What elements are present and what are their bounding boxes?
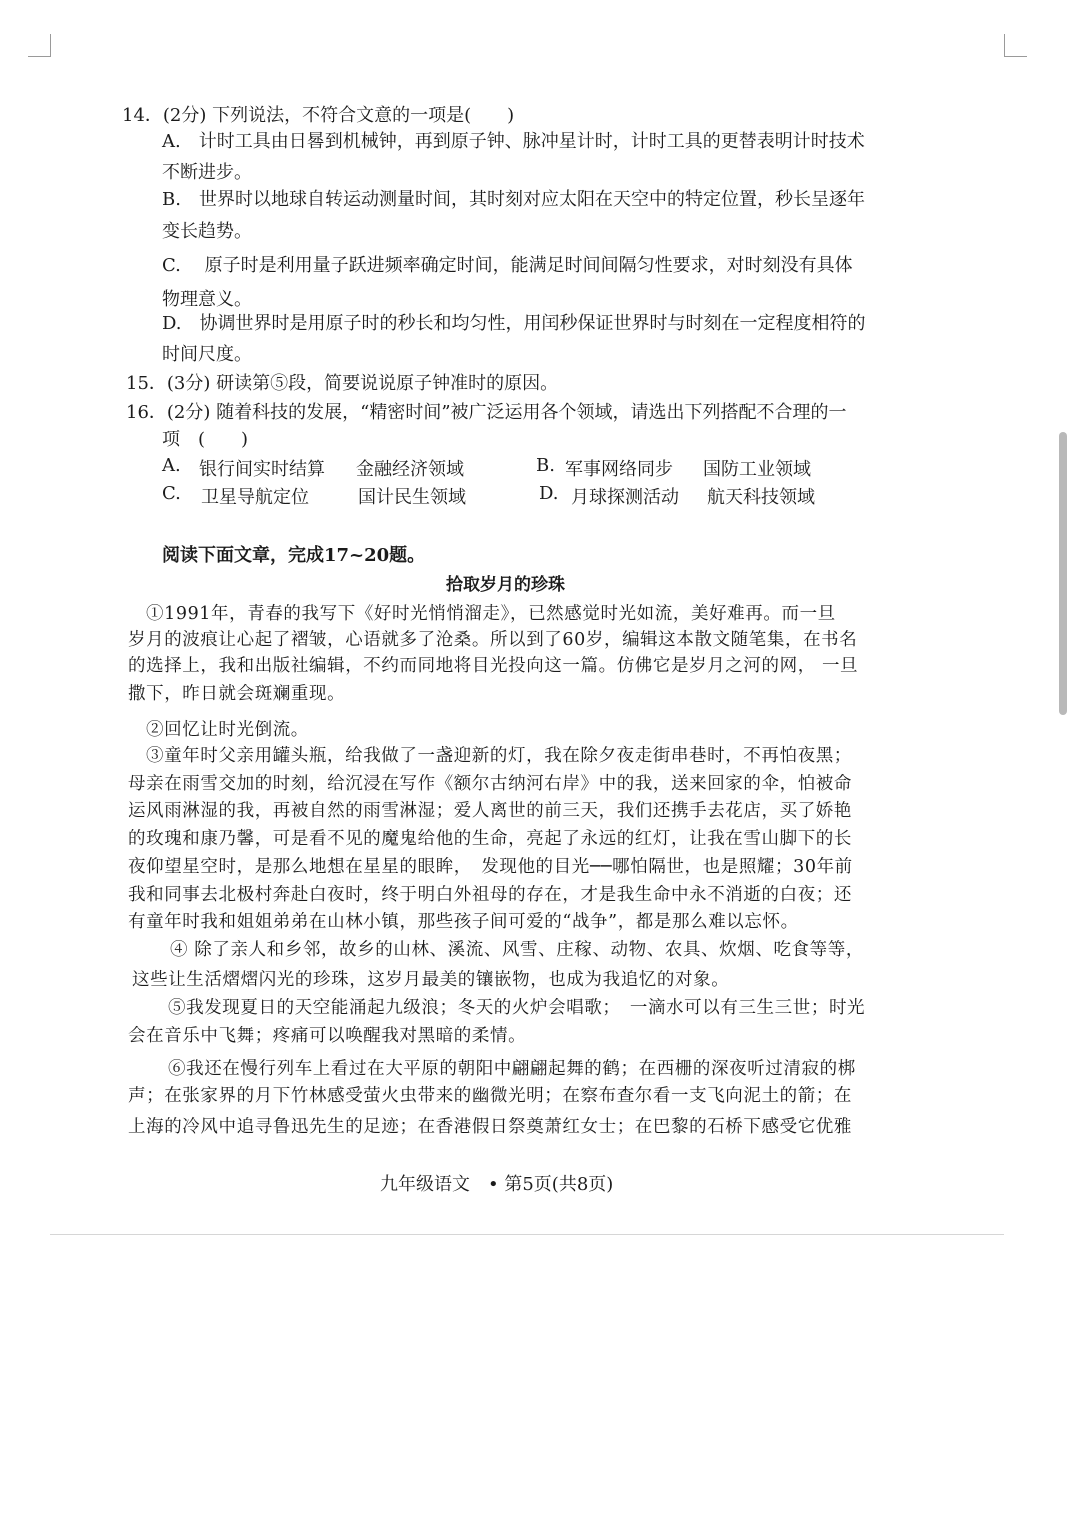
passage-p3-line3: 运风雨淋湿的我，再被自然的雨雪淋湿；爱人离世的前三天，我们还携手去花店，买了娇艳 [128, 801, 852, 821]
passage-p3-line2: 母亲在雨雪交加的时刻，给沉浸在写作《额尔古纳河右岸》中的我，送来回家的伞，怕被命 [128, 774, 852, 794]
q16-option-a-field: 金融经济领域 [356, 459, 464, 480]
page-divider [50, 1234, 1004, 1235]
q16-option-b-field: 国防工业领域 [703, 459, 811, 480]
q14-option-c-line1: C. 原子时是利用量子跃进频率确定时间，能满足时间间隔匀性要求，对时刻没有具体 [162, 255, 853, 276]
page-footer: 九年级语文 • 第5页(共8页) [380, 1174, 614, 1195]
q16-stem-line2: 项 ( ) [162, 429, 249, 450]
q14-stem: 14．(2分) 下列说法，不符合文意的一项是( ) [122, 105, 515, 126]
q14-option-b-line1: B. 世界时以地球自转运动测量时间，其时刻对应太阳在天空中的特定位置，秒长呈逐年 [162, 189, 865, 210]
passage-title: 拾取岁月的珍珠 [446, 575, 565, 595]
passage-p3-line4: 的玫瑰和康乃馨，可是看不见的魔鬼给他的生命，亮起了永远的红灯，让我在雪山脚下的长 [128, 829, 852, 849]
passage-p4-line2: 这些让生活熠熠闪光的珍珠，这岁月最美的镶嵌物，也成为我追忆的对象。 [132, 970, 730, 990]
q14-option-a-line1: A. 计时工具由日晷到机械钟，再到原子钟、脉冲星计时，计时工具的更替表明计时技术 [162, 131, 865, 152]
crop-mark-top-left [28, 34, 51, 57]
q14-option-d-line1: D. 协调世界时是用原子时的秒长和均匀性，用闰秒保证世界时与时刻在一定程度相符的 [162, 313, 866, 334]
q14-option-d-line2: 时间尺度。 [162, 344, 252, 365]
passage-p3-line5: 夜仰望星空时，是那么地想在星星的眼眸， 发现他的目光──哪怕隔世，也是照耀；30年前 [128, 857, 853, 877]
passage-p6-line3: 上海的冷风中追寻鲁迅先生的足迹；在香港假日祭奠萧红女士；在巴黎的石桥下感受它优雅 [128, 1117, 852, 1137]
q15-stem: 15．(3分) 研读第⑤段，简要说说原子钟准时的原因。 [126, 373, 559, 394]
passage-p6-line1: ⑥我还在慢行列车上看过在大平原的朝阳中翩翩起舞的鹤；在西栅的深夜听过清寂的梆 [168, 1059, 856, 1079]
passage-p6-line2: 声；在张家界的月下竹林感受萤火虫带来的幽微光明；在察布查尔看一支飞向泥土的箭；在 [128, 1086, 852, 1106]
q16-option-d-field: 航天科技领域 [707, 487, 815, 508]
q16-option-d-letter: D. [539, 483, 559, 504]
q16-option-c-item: 卫星导航定位 [201, 487, 309, 508]
vertical-scrollbar[interactable] [1059, 432, 1067, 715]
q16-option-c-letter: C. [162, 483, 181, 504]
q16-option-a-item: 银行间实时结算 [199, 459, 325, 480]
passage-p1-line2: 岁月的波痕让心起了褶皱，心语就多了沧桑。所以到了60岁，编辑这本散文随笔集，在书名 [128, 630, 858, 650]
passage-p3-line7: 有童年时我和姐姐弟弟在山林小镇，那些孩子间可爱的“战争”，都是那么难以忘怀。 [128, 912, 799, 932]
passage-p4-line1: ④ 除了亲人和乡邻，故乡的山林、溪流、风雪、庄稼、动物、农具、炊烟、吃食等等， [170, 940, 864, 960]
passage-p5-line2: 会在音乐中飞舞；疼痛可以唤醒我对黑暗的柔情。 [128, 1026, 527, 1046]
reading-instruction: 阅读下面文章，完成17~20题。 [162, 545, 426, 566]
q16-option-c-field: 国计民生领域 [358, 487, 466, 508]
q16-option-b-letter: B. [536, 455, 555, 476]
passage-p3-line1: ③童年时父亲用罐头瓶，给我做了一盏迎新的灯，我在除夕夜走街串巷时，不再怕夜黑； [146, 746, 852, 766]
q16-option-a-letter: A. [162, 455, 181, 476]
passage-p5-line1: ⑤我发现夏日的天空能涌起九级浪；冬天的火炉会唱歌； 一滴水可以有三生三世；时光 [168, 998, 866, 1018]
q14-option-a-line2: 不断进步。 [162, 162, 252, 183]
q16-stem-line1: 16．(2分) 随着科技的发展，“精密时间”被广泛运用各个领域，请选出下列搭配不合理的一 [126, 402, 847, 423]
passage-p2-line1: ②回忆让时光倒流。 [146, 720, 309, 740]
crop-mark-top-right [1004, 34, 1027, 57]
q16-option-d-item: 月球探测活动 [571, 487, 679, 508]
passage-p3-line6: 我和同事去北极村奔赴白夜时，终于明白外祖母的存在，才是我生命中永不消逝的白夜；还 [128, 885, 852, 905]
passage-p1-line1: ①1991年，青春的我写下《好时光悄悄溜走》，已然感觉时光如流，美好难再。而一旦 [146, 604, 836, 624]
q14-option-b-line2: 变长趋势。 [162, 221, 252, 242]
passage-p1-line4: 撒下，昨日就会斑斓重现。 [128, 684, 346, 704]
q16-option-b-item: 军事网络同步 [565, 459, 673, 480]
q14-option-c-line2: 物理意义。 [162, 289, 252, 310]
passage-p1-line3: 的选择上，我和出版社编辑，不约而同地将目光投向这一篇。仿佛它是岁月之河的网， 一旦 [128, 656, 859, 676]
